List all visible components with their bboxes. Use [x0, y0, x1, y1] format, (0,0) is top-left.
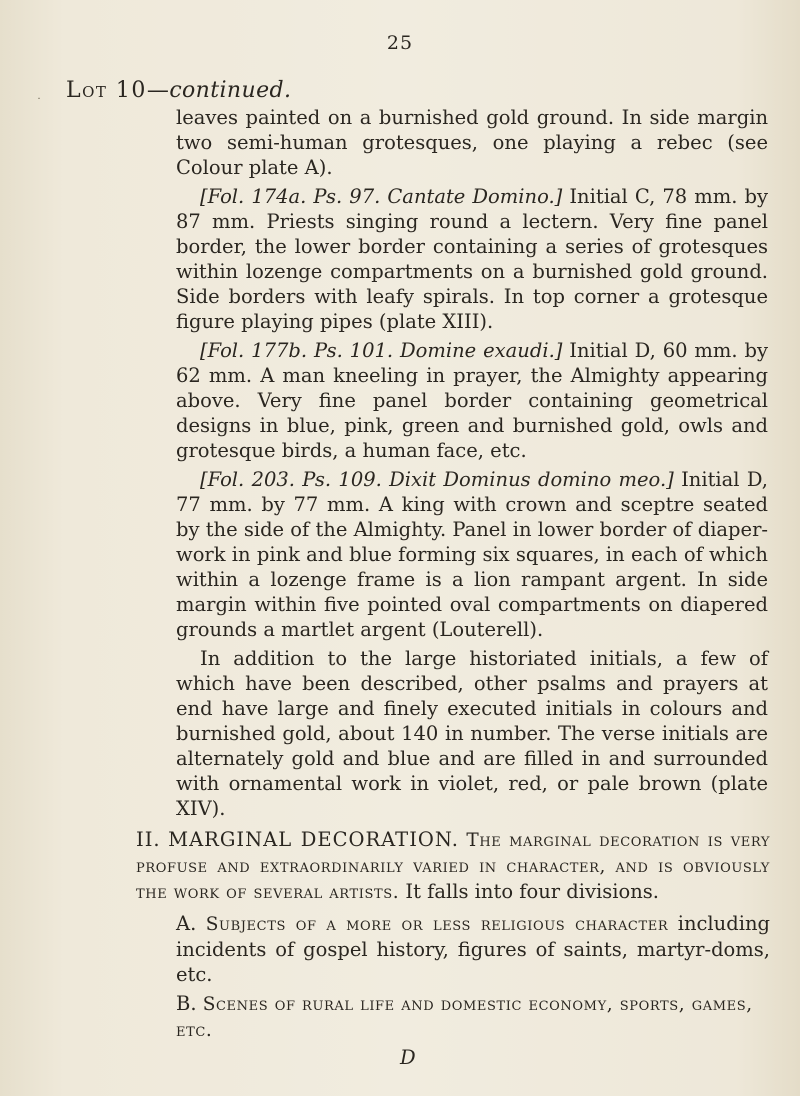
- paragraph-text: Initial D, 60 mm. by 62 mm. A man kneeling in prayer, the Almighty appearing above. Very fine panel border containing geometrical designs in blue, pink, green and burnished gold, owls and grotesque birds, a human face, etc.: [176, 339, 769, 463]
- paragraph-fol-203: [176, 467, 768, 642]
- lot-heading: [66, 78, 291, 103]
- subsection-b: [176, 991, 770, 1043]
- stray-mark: ˙: [36, 96, 42, 110]
- subsection-label: B.: [176, 992, 197, 1016]
- section-title: MARGINAL DECORATION.: [168, 828, 459, 851]
- paragraph-leaves: [176, 105, 768, 180]
- lot-label: Lot 10: [66, 78, 147, 103]
- subsection-a: [176, 911, 770, 987]
- page-number: 25: [386, 32, 414, 54]
- signature-mark: D: [400, 1046, 416, 1069]
- paragraph-text: Initial C, 78 mm. by 87 mm. Priests singing round a lectern. Very fine panel border, the lower border containing a series of grotesques within lozenge compartments on a burnished gold ground. Side borders with leafy spirals. In top corner a grotesque figure playing pipes (plate XIII).: [176, 185, 768, 334]
- paragraph-fol-177b: [176, 338, 768, 463]
- paragraph-text: leaves painted on a burnished gold ground. In side margin two semi-human grotesques, one playing a rebec (see Colour plate A).: [176, 106, 768, 180]
- subsection-caps-text: Subjects of a more or less religious character: [205, 913, 669, 935]
- continued-label: continued.: [169, 78, 292, 103]
- section-caps-text: The marginal decoration is very profuse and extraordinarily varied in character, and is obviously the work of several artists.: [136, 830, 770, 903]
- section-marginal-decoration: [136, 827, 770, 905]
- paragraph-text: Initial D, 77 mm. by 77 mm. A king with crown and sceptre seated by the side of the Almighty. Panel in lower border of diaper-work in pink and blue forming six squares, in each of which within a lozenge frame is a lion rampant argent. In side margin within five pointed oval compartments on diapered grounds a martlet argent (Louterell).: [176, 468, 768, 642]
- subsection-caps-text: Scenes of rural life and domestic economy, sports, games, etc.: [176, 994, 753, 1042]
- subsection-text: including incidents of gospel history, figures of saints, martyr-doms, etc.: [176, 911, 770, 986]
- paragraph-text: In addition to the large historiated initials, a few of which have been described, other psalms and prayers at end have large and finely executed initials in colours and burnished gold, about 140 in number. The verse initials are alternately gold and blue and are filled in and surrounded with ornamental work in violet, red, or pale brown (plate XIV).: [176, 647, 768, 821]
- folio-reference: [Fol. 177b. Ps. 101. Domine exaudi.]: [200, 339, 563, 363]
- folio-reference: [Fol. 203. Ps. 109. Dixit Dominus domino meo.]: [200, 468, 674, 492]
- section-text: It falls into four divisions.: [405, 880, 660, 903]
- paragraph-initials: [176, 646, 768, 821]
- folio-reference: [Fol. 174a. Ps. 97. Cantate Domino.]: [200, 185, 563, 209]
- subsection-label: A.: [176, 911, 197, 935]
- paragraph-fol-174a: [176, 184, 768, 334]
- section-numeral: II.: [136, 828, 161, 851]
- lot-separator: —: [146, 78, 170, 103]
